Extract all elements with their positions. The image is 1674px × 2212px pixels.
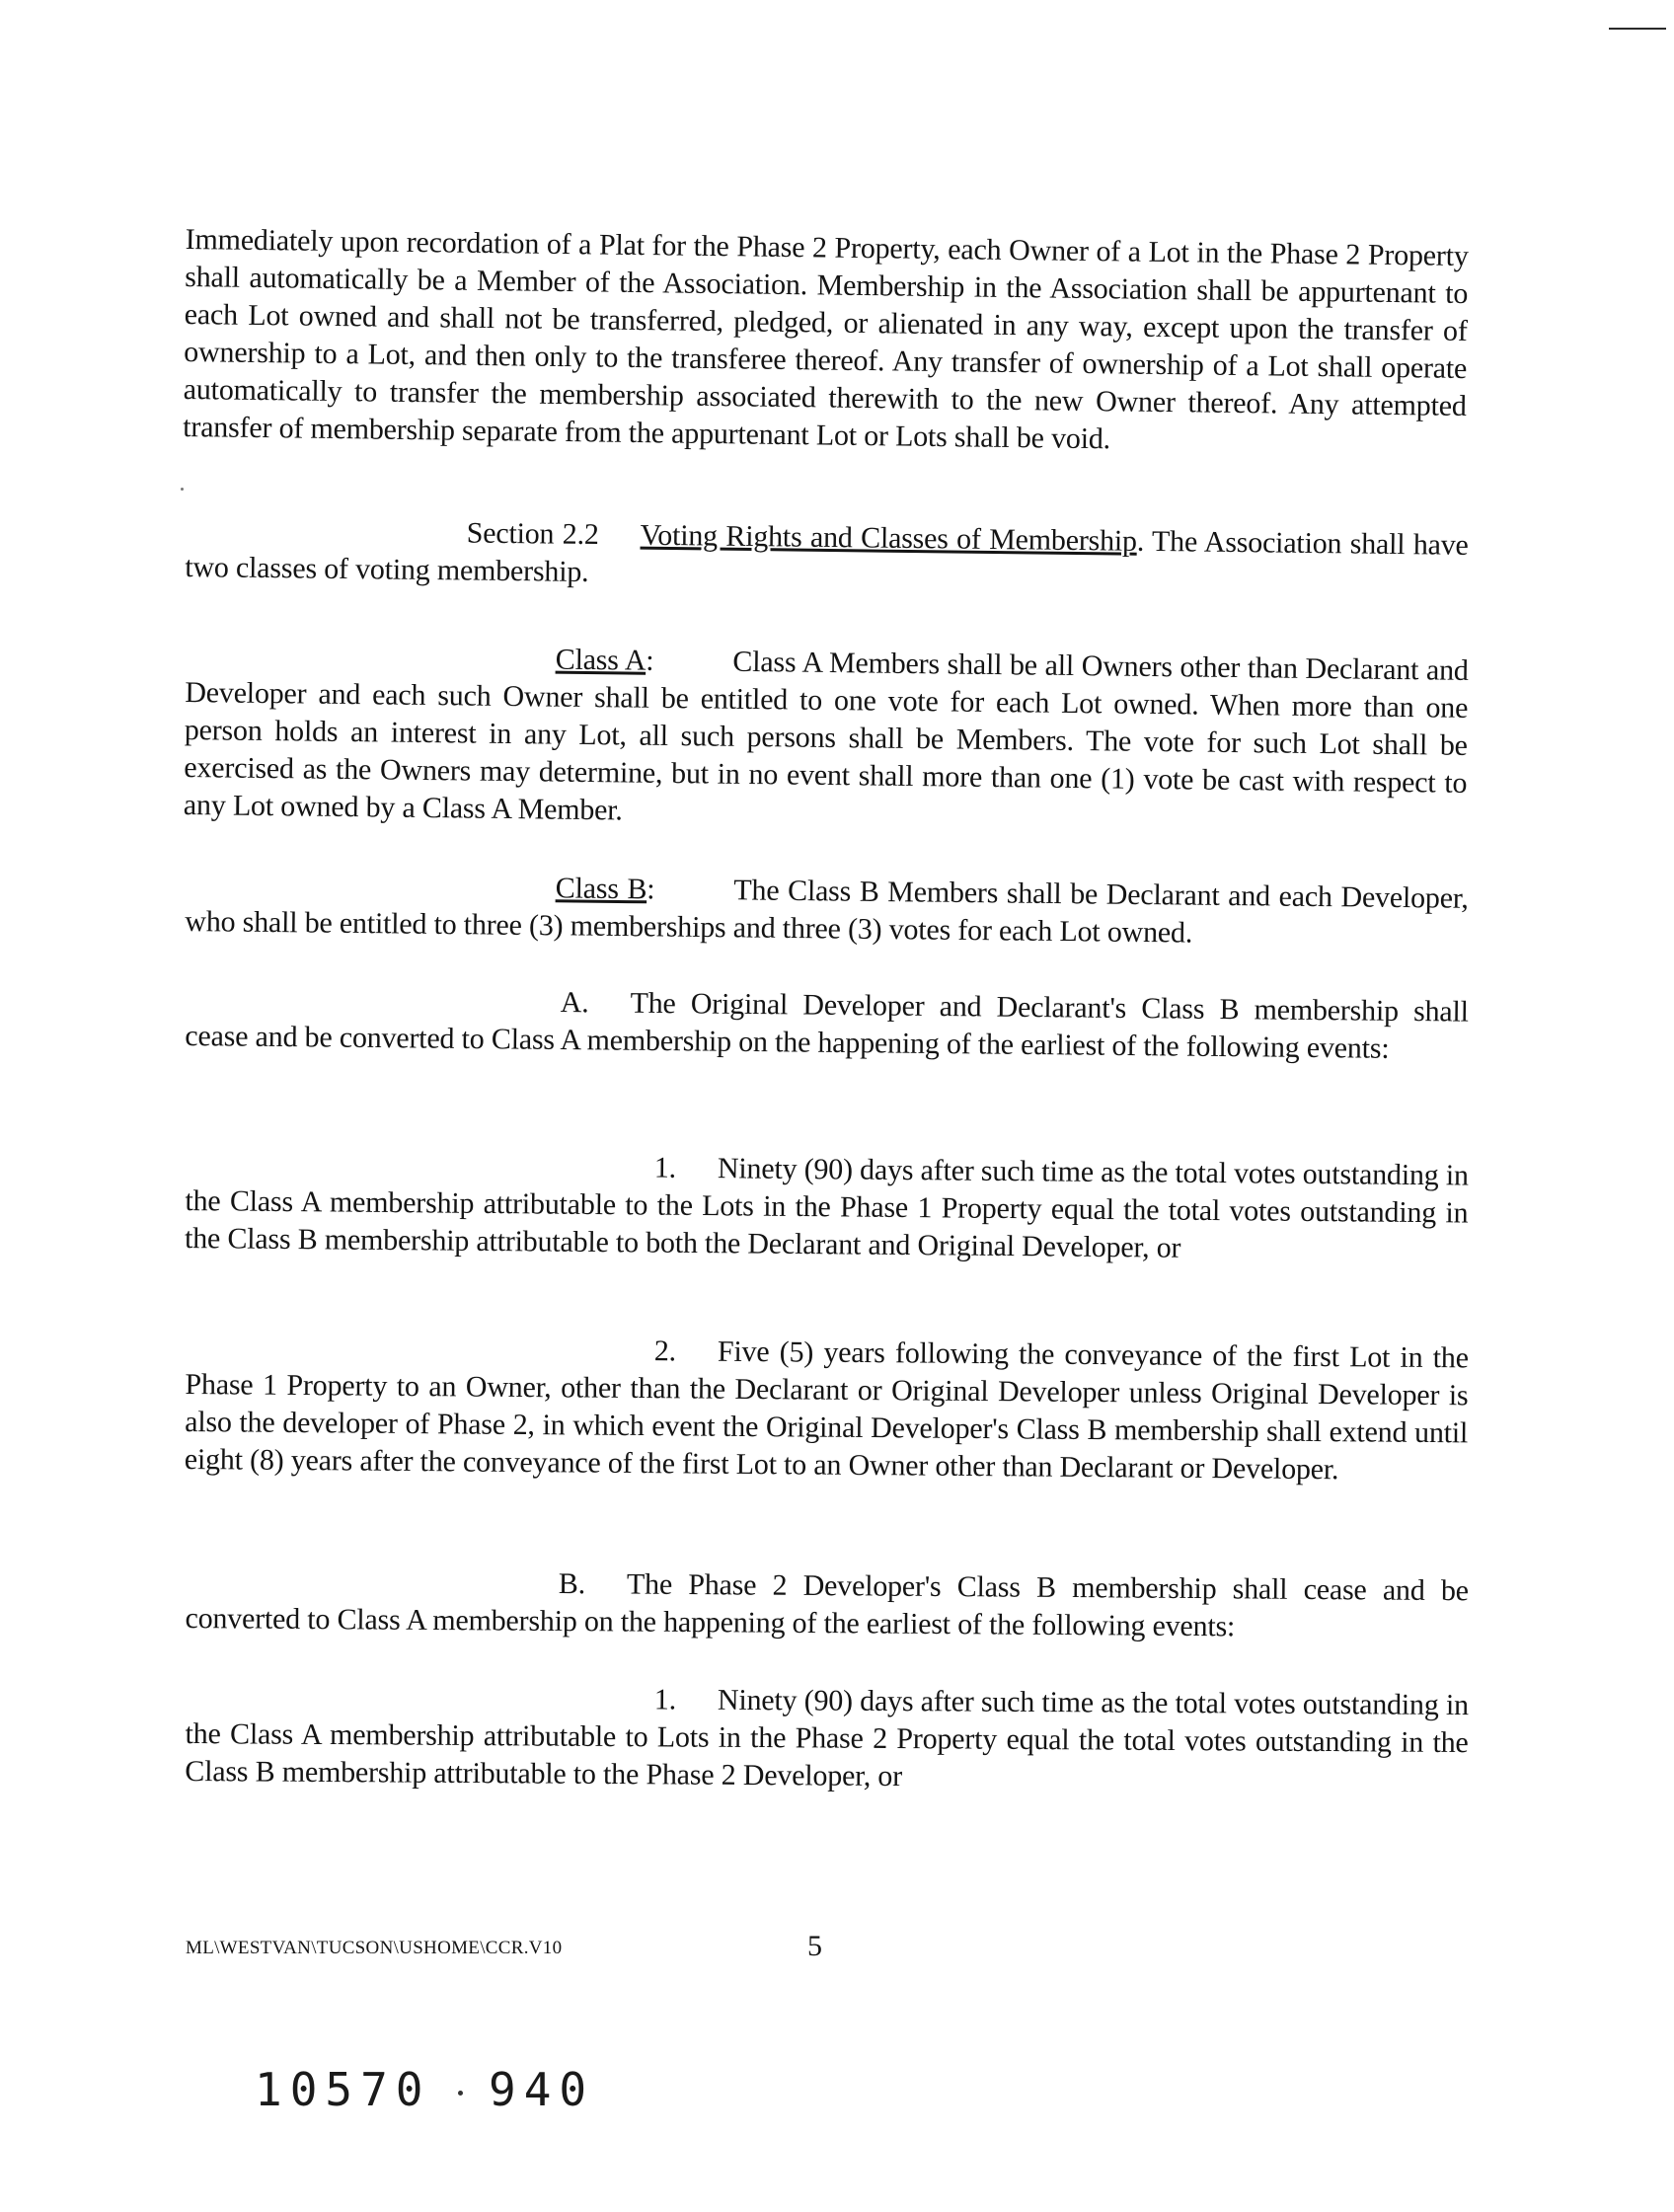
- item-a-text: The Original Developer and Declarant's Class B membership shall cease and be converted to Class A membership on the happening of the earliest of the following events:: [185, 986, 1469, 1065]
- item-b-text: The Phase 2 Developer's Class B membership shall cease and be converted to Class A membership on the happening of the earliest of the following events:: [185, 1567, 1469, 1643]
- class-a-text: Class A Members shall be all Owners other than Declarant and Developer and each such Owner shall be entitled to one vote for each Lot owned. When more than one person holds an interest in any Lot, all such persons shall be Members. The vote for such Lot shall be exercised as the Owners may determine, but in no event shall more than one (1) vote be cast with respect to any Lot owned by a Class A Member.: [183, 645, 1469, 827]
- class-a-colon: :: [646, 644, 654, 677]
- paragraph-text: Immediately upon recordation of a Plat for the Phase 2 Property, each Owner of a Lot in the Phase 2 Property shall automatically be a Member of the Association. Membership in the Association shall be appurtenant to each Lot owned and shall not be transferred, pledged, or alienated in any way, except upon the transfer of ownership to a Lot, and then only to the transferee thereof. Any transfer of ownership of a Lot shall operate automatically to transfer the membership associated therewith to the new Owner thereof. Any attempted transfer of membership separate from the appurtenant Lot or Lots shall be void.: [183, 222, 1469, 456]
- item-b-1: [185, 1678, 1469, 1799]
- item-a1-text: Ninety (90) days after such time as the total votes outstanding in the Class A membership attributable to the Lots in the Phase 1 Property equal the total votes outstanding in the Class B membership attributable to both the Declarant and Original Developer, or: [184, 1152, 1469, 1264]
- page-number: 5: [807, 1930, 822, 1962]
- footer-file-path: ML\WESTVAN\TUCSON\USHOME\CCR.V10: [186, 1938, 563, 1958]
- class-b-colon: :: [647, 873, 655, 906]
- stamp-separator: [458, 2091, 463, 2096]
- item-a1-marker: 1.: [653, 1151, 677, 1184]
- scan-speck: [181, 488, 184, 491]
- item-a-2: [185, 1329, 1469, 1489]
- class-a-label: Class A: [555, 643, 647, 677]
- item-a2-marker: 2.: [653, 1335, 677, 1368]
- section-heading: Voting Rights and Classes of Membership: [640, 518, 1138, 558]
- docket-stamp: 10570: [255, 2063, 431, 2116]
- section-2-2: [185, 511, 1469, 602]
- item-b1-text: Ninety (90) days after such time as the total votes outstanding in the Class A membership attributable to Lots in the Phase 2 Property equal the total votes outstanding in the Class B membership attributable to the Phase 2 Developer, or: [185, 1683, 1469, 1793]
- item-a-1: [185, 1145, 1469, 1269]
- item-b: [185, 1563, 1469, 1647]
- page-stamp: 940: [489, 2063, 595, 2116]
- membership-paragraph: [183, 221, 1469, 463]
- class-a-paragraph: [184, 637, 1469, 840]
- class-b-text: The Class B Members shall be Declarant and each Developer, who shall be entitled to three (3) memberships and three (3) votes for each Lot owned.: [185, 874, 1469, 950]
- section-text: . The Association shall have two classes of voting membership.: [185, 524, 1469, 588]
- corner-scan-mark: [1609, 28, 1666, 30]
- item-a-marker: A.: [560, 985, 589, 1020]
- class-b-label: Class B: [555, 872, 647, 906]
- item-b1-marker: 1.: [653, 1683, 677, 1716]
- class-b-paragraph: [185, 866, 1469, 955]
- item-a: [185, 980, 1469, 1069]
- item-b-marker: B.: [558, 1566, 586, 1601]
- item-a2-text: Five (5) years following the conveyance of the first Lot in the Phase 1 Property to an Owner, other than the Declarant or Original Developer unless Original Developer is also the developer of Phase 2, in which event the Original Developer's Class B membership shall extend until eight (8) years after the conveyance of the first Lot to an Owner other than Declarant or Developer.: [184, 1335, 1469, 1487]
- section-number: Section 2.2: [466, 516, 599, 552]
